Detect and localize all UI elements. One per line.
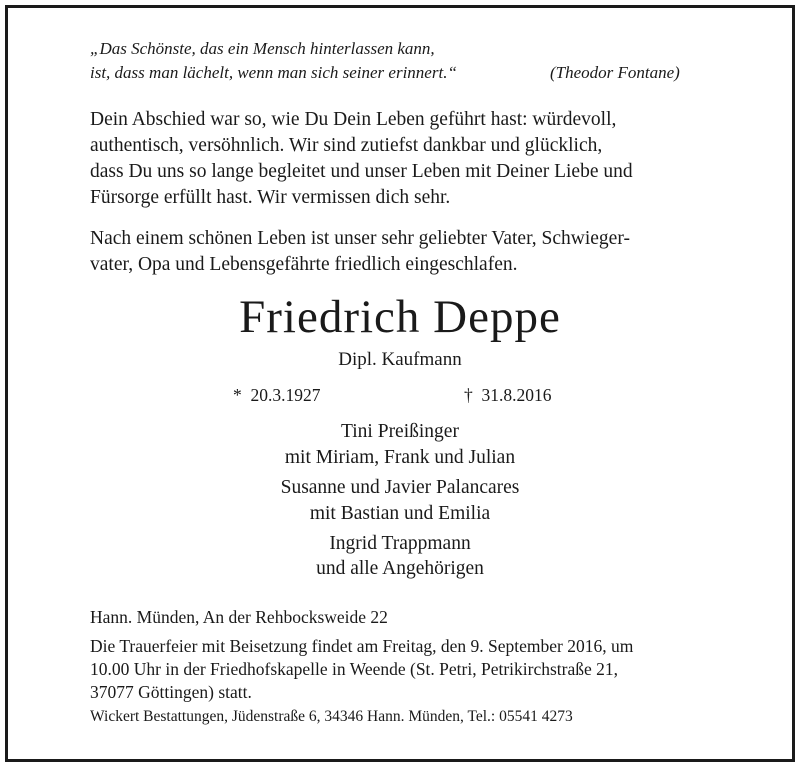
quote-line-2: ist, dass man lächelt, wenn man sich seiner erinnert.“ <box>90 63 457 82</box>
service-line-1: Die Trauerfeier mit Beisetzung findet am Freitag, den 9. September 2016, um <box>90 636 634 656</box>
birth-marker <box>233 385 321 406</box>
mourner-line-5: Ingrid Trappmann <box>329 533 471 554</box>
funeral-home: Wickert Bestattungen, Jüdenstraße 6, 34346 Hann. Münden, Tel.: 05541 4273 <box>90 708 573 725</box>
quote-line-1: „Das Schönste, das ein Mensch hinterlassen kann, <box>90 39 435 58</box>
mourner-line-4: mit Bastian und Emilia <box>309 503 491 524</box>
death-cross-icon: † <box>464 385 473 405</box>
address: Hann. Münden, An der Rehbocksweide 22 <box>90 607 388 627</box>
service-line-3: 37077 Göttingen) statt. <box>90 682 252 702</box>
quote-author: (Theodor Fontane) <box>550 63 680 82</box>
announcement-line-1: Nach einem schönen Leben ist unser sehr geliebter Vater, Schwieger- <box>90 228 630 249</box>
mourner-line-1: Tini Preißinger <box>341 421 459 442</box>
birth-date: 20.3.1927 <box>250 385 321 405</box>
tribute-line-2: authentisch, versöhnlich. Wir sind zutiefst dankbar und glücklich, <box>90 135 603 156</box>
mourner-line-2: mit Miriam, Frank und Julian <box>284 447 516 468</box>
tribute-line-1: Dein Abschied war so, wie Du Dein Leben geführt hast: würdevoll, <box>90 109 617 130</box>
death-date: 31.8.2016 <box>481 385 552 405</box>
tribute-line-4: Fürsorge erfüllt hast. Wir vermissen dich sehr. <box>90 187 451 208</box>
deceased-title: Dipl. Kaufmann <box>338 349 462 370</box>
service-line-2: 10.00 Uhr in der Friedhofskapelle in Weende (St. Petri, Petrikirchstraße 21, <box>90 659 619 679</box>
announcement-line-2: vater, Opa und Lebensgefährte friedlich eingeschlafen. <box>90 254 518 275</box>
tribute-line-3: dass Du uns so lange begleitet und unser Leben mit Deiner Liebe und <box>90 161 633 182</box>
death-marker <box>464 385 552 406</box>
deceased-name: Friedrich Deppe <box>239 291 561 343</box>
mourner-line-3: Susanne und Javier Palancares <box>280 477 520 498</box>
birth-star-icon: * <box>233 385 242 405</box>
mourner-line-6: und alle Angehörigen <box>316 558 484 579</box>
